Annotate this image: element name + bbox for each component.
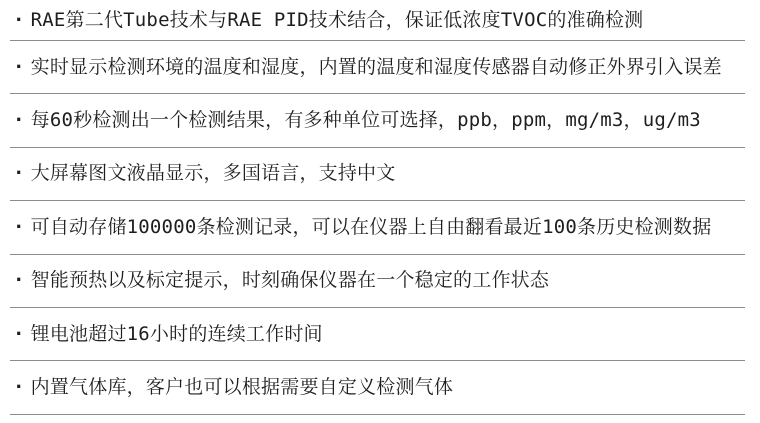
feature-text: 智能预热以及标定提示，时刻确保仪器在一个稳定的工作状态: [30, 269, 550, 292]
feature-row: [0, 41, 760, 93]
bullet-icon: ·: [13, 8, 25, 31]
feature-text: RAE第二代Tube技术与RAE PID技术结合，保证低浓度TVOC的准确检测: [30, 8, 644, 31]
feature-row: [0, 0, 760, 40]
bullet-icon: ·: [13, 322, 25, 345]
feature-text: 内置气体库，客户也可以根据需要自定义检测气体: [30, 376, 454, 399]
feature-text: 大屏幕图文液晶显示，多国语言，支持中文: [30, 162, 396, 185]
feature-text: 可自动存储100000条检测记录，可以在仪器上自由翻看最近100条历史检测数据: [30, 215, 712, 238]
bullet-icon: ·: [13, 269, 25, 292]
feature-row: [0, 148, 760, 200]
feature-row: [0, 94, 760, 146]
feature-text: 锂电池超过16小时的连续工作时间: [30, 322, 323, 345]
bullet-icon: ·: [13, 162, 25, 185]
feature-row: [0, 361, 760, 413]
feature-text: 实时显示检测环境的温度和湿度，内置的温度和湿度传感器自动修正外界引入误差: [30, 55, 722, 78]
feature-text: 每60秒检测出一个检测结果，有多种单位可选择，ppb，ppm，mg/m3，ug/m3: [30, 109, 701, 132]
feature-row: [0, 308, 760, 360]
bullet-icon: ·: [13, 376, 25, 399]
bullet-icon: ·: [13, 109, 25, 132]
feature-row: [0, 201, 760, 253]
feature-row: [0, 255, 760, 307]
bullet-icon: ·: [13, 55, 25, 78]
row-divider: [10, 414, 745, 415]
bullet-icon: ·: [13, 215, 25, 238]
